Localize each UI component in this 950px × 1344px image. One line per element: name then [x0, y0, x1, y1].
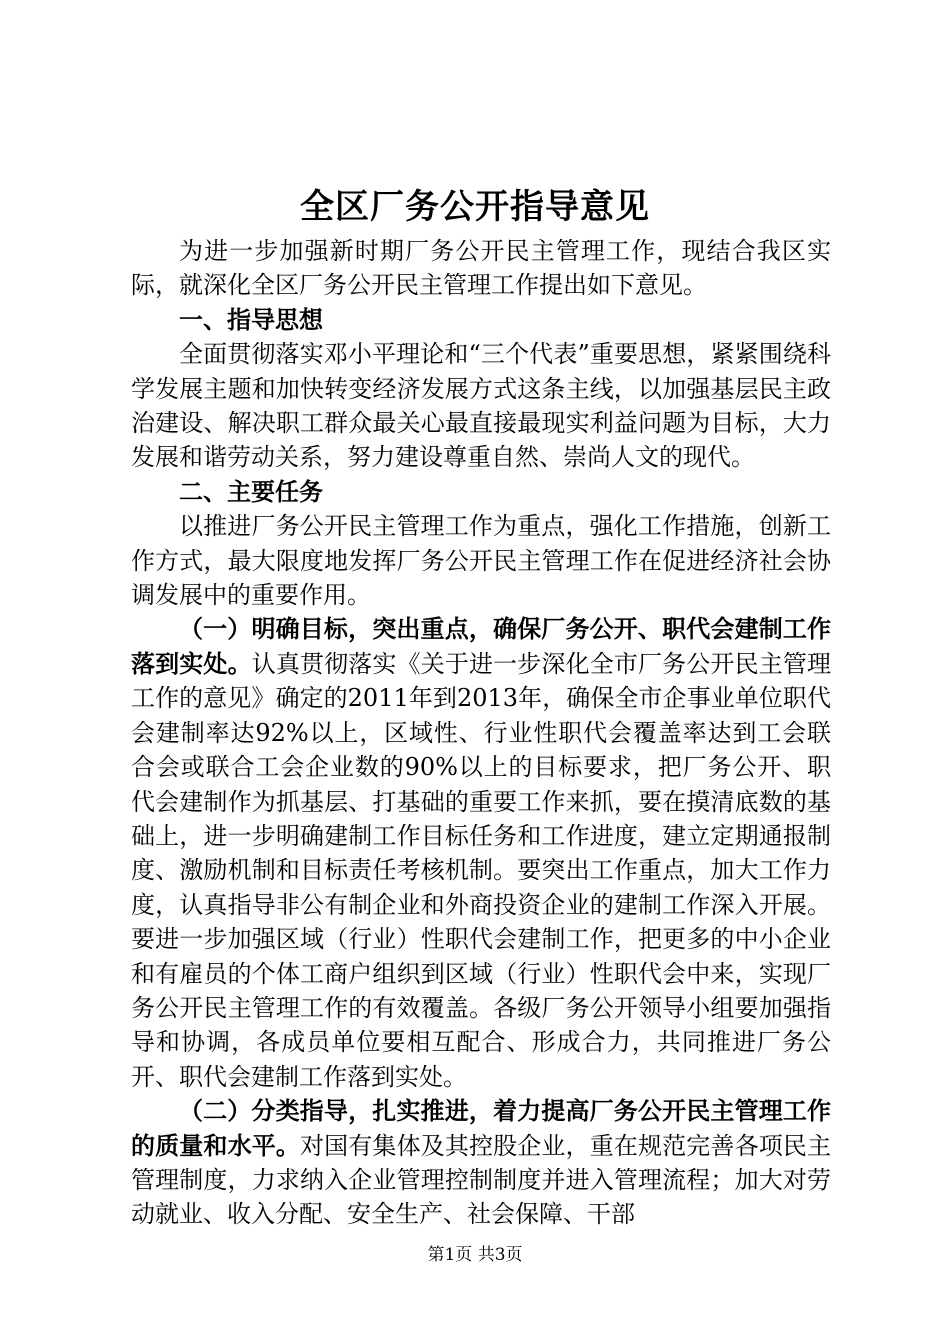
task-item-2-paragraph: [131, 1094, 831, 1232]
task-item-1-paragraph: [131, 612, 831, 1094]
task-item-2-text: 对国有集体及其控股企业，重在规范完善各项民主管理制度，力求纳入企业管理控制制度并进入管理流程；加大对劳动就业、收入分配、安全生产、社会保障、干部: [131, 1131, 831, 1229]
task-item-2-lead: （二）分类指导，扎实推进，着力提高厂务公开民主管理工作的质量和水平。: [131, 1097, 831, 1160]
page-number: 第1页 共3页: [427, 1245, 523, 1265]
main-tasks-paragraph: 以推进厂务公开民主管理工作为重点，强化工作措施，创新工作方式，最大限度地发挥厂务公开民主管理工作在促进经济社会协调发展中的重要作用。: [131, 512, 831, 610]
task-item-1-lead: （一）明确目标，突出重点，确保厂务公开、职代会建制工作落到实处。: [131, 615, 831, 678]
section-heading-guiding-thought: 一、指导思想: [179, 305, 323, 334]
document-body: [131, 234, 831, 1232]
task-item-1-text: 认真贯彻落实《关于进一步深化全市厂务公开民主管理工作的意见》确定的2011年到2013年，确保全市企事业单位职代会建制率达92%以上，区域性、行业性职代会覆盖率达到工会联合会或联合工会企业数的90%以上的目标要求，把厂务公开、职代会建制作为抓基层、打基础的重要工作来抓，要在摸清底数的基础上，进一步明确建制工作目标任务和工作进度，建立定期通报制度、激励机制和目标责任考核机制。要突出工作重点，加大工作力度，认真指导非公有制企业和外商投资企业的建制工作深入开展。要进一步加强区域（行业）性职代会建制工作，把更多的中小企业和有雇员的个体工商户组织到区域（行业）性职代会中来，实现厂务公开民主管理工作的有效覆盖。各级厂务公开领导小组要加强指导和协调，各成员单位要相互配合、形成合力，共同推进厂务公开、职代会建制工作落到实处。: [131, 649, 832, 1091]
page-title: 全区厂务公开指导意见: [300, 187, 650, 227]
guiding-thought-paragraph: 全面贯彻落实邓小平理论和“三个代表”重要思想，紧紧围绕科学发展主题和加快转变经济发展方式这条主线，以加强基层民主政治建设、解决职工群众最关心最直接最现实利益问题为目标，大力发展和谐劳动关系，努力建设尊重自然、崇尚人文的现代。: [131, 340, 831, 472]
section-heading-main-tasks: 二、主要任务: [179, 477, 323, 506]
intro-paragraph: 为进一步加强新时期厂务公开民主管理工作，现结合我区实际，就深化全区厂务公开民主管理工作提出如下意见。: [131, 237, 831, 300]
